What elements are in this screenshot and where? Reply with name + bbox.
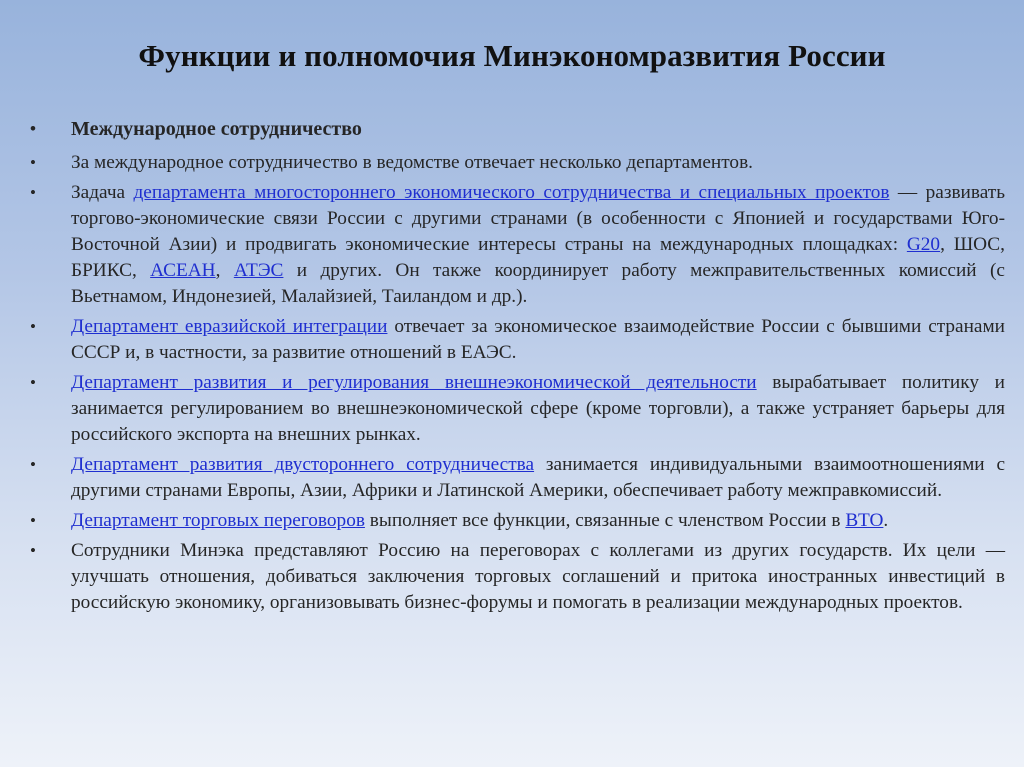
bullet-text: , [215, 260, 234, 281]
bullet-text: занимается индивидуальными взаимоотношениями с другими странами Европы, Азии, Африки и Латинской Америки, обеспечивает работу межправкомиссий. [71, 454, 1005, 501]
bullet-item [30, 452, 1005, 504]
bullet-item [30, 508, 1005, 534]
hyperlink[interactable]: Департамент развития двустороннего сотрудничества [71, 454, 535, 475]
bullet-item [30, 538, 1005, 616]
hyperlink[interactable]: АСЕАН [150, 260, 216, 281]
bullet-text: отвечает за экономическое взаимодействие России с бывшими странами СССР и, в частности, за развитие отношений в ЕАЭС. [71, 316, 1006, 363]
bullet-text: выполняет все функции, связанные с членством России в [364, 510, 846, 531]
bullet-text: Задача [71, 182, 134, 203]
bullet-marker: • [30, 373, 36, 392]
bullet-marker: • [30, 183, 36, 202]
bullet-marker: • [30, 317, 36, 336]
section-heading [30, 116, 1005, 142]
bullet-text: и других. Он также координирует работу межправительственных комиссий (с Вьетнамом, Индонезией, Малайзией, Таиландом и др.). [71, 260, 1005, 307]
hyperlink[interactable]: Департамент развития и регулирования внешнеэкономической деятельности [71, 372, 757, 393]
bullet-marker: • [30, 511, 36, 530]
section-heading-text: Международное сотрудничество [71, 118, 362, 140]
bullet-text: Сотрудники Минэка представляют Россию на переговорах с коллегами из других государств. Их цели — улучшать отношения, добиваться заключения торговых соглашений и притока иностранных инвестиций в российскую экономику, организовывать бизнес-форумы и помогать в реализации международных проектов. [71, 540, 1005, 613]
bullet-item [30, 314, 1005, 366]
bullet-text: За международное сотрудничество в ведомстве отвечает несколько департаментов. [71, 152, 753, 173]
bullet-list [30, 116, 1005, 620]
bullet-text: — развивать торгово-экономические связи России с другими странами (в особенности с Японией и государствами Юго-Восточной Азии) и продвигать экономические интересы страны на международных площадках: [71, 182, 1005, 255]
bullet-marker: • [30, 541, 36, 560]
bullet-item [30, 370, 1005, 448]
bullet-text: . [883, 510, 889, 531]
bullet-marker: • [30, 119, 36, 138]
hyperlink[interactable]: ВТО [845, 510, 884, 531]
slide-title: Функции и полномочия Минэкономразвития России [138, 38, 886, 73]
bullet-item [30, 180, 1005, 310]
hyperlink[interactable]: департамента многостороннего экономического сотрудничества и специальных проектов [133, 182, 890, 203]
bullet-item [30, 150, 1005, 176]
hyperlink[interactable]: Департамент евразийской интеграции [71, 316, 388, 337]
hyperlink[interactable]: G20 [906, 234, 941, 255]
bullet-text: , ШОС, БРИКС, [71, 234, 1005, 281]
bullet-marker: • [30, 455, 36, 474]
bullet-marker: • [30, 153, 36, 172]
hyperlink[interactable]: АТЭС [233, 260, 284, 281]
bullet-text: вырабатывает политику и занимается регулированием во внешнеэкономической сфере (кроме торговли), а также устраняет барьеры для российского экспорта на внешних рынках. [71, 372, 1005, 445]
hyperlink[interactable]: Департамент торговых переговоров [71, 510, 365, 531]
